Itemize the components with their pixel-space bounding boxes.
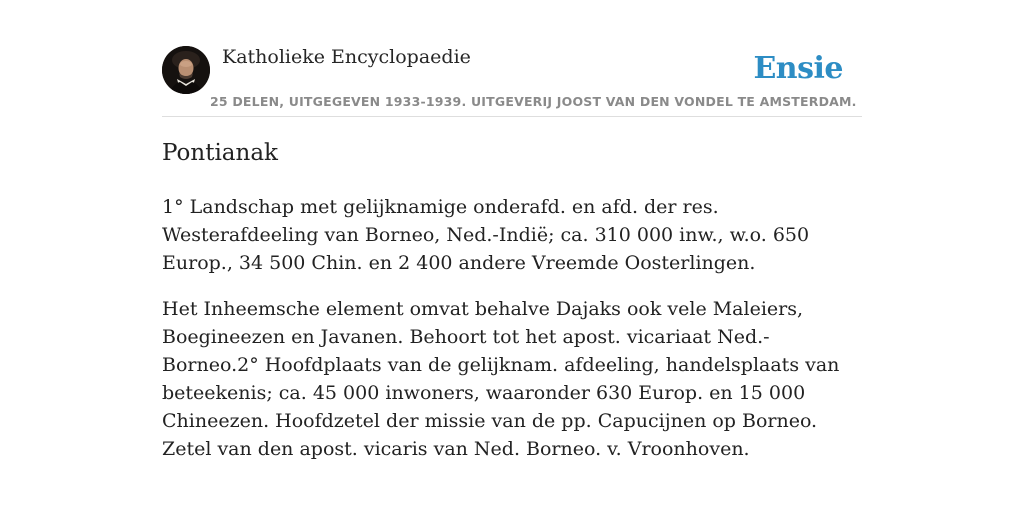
article-paragraph: 1° Landschap met gelijknamige onderafd. en afd. der res. Westerafdeeling van Borneo, Ned.-Indië; ca. 310 000 inw., w.o. 650 Europ., 34 500 Chin. en 2 400 andere Vreemde Oosterlingen. bbox=[162, 196, 810, 274]
source-header bbox=[162, 44, 862, 117]
source-title[interactable]: Katholieke Encyclopaedie bbox=[222, 46, 471, 68]
article-paragraph: Het Inheemsche element omvat behalve Dajaks ook vele Maleiers, Boegineezen en Javanen. Behoort tot het apost. vicariaat Ned.-Borneo.2° Hoofdplaats van de gelijknam. afdeeling, handelsplaats van beteekenis; ca. 45 000 inwoners, waaronder 630 Europ. en 15 000 Chineezen. Hoofdzetel der missie van de pp. Capucijnen op Borneo. Zetel van den apost. vicaris van Ned. Borneo. v. Vroonhoven. bbox=[162, 298, 840, 460]
article-body bbox=[162, 193, 862, 481]
ensie-logo[interactable]: Ensie bbox=[753, 51, 843, 86]
source-avatar[interactable] bbox=[162, 46, 210, 94]
article-title: Pontianak bbox=[162, 140, 278, 166]
source-subtitle: 25 DELEN, UITGEGEVEN 1933-1939. UITGEVERIJ JOOST VAN DEN VONDEL TE AMSTERDAM. bbox=[210, 94, 857, 109]
portrait-image bbox=[162, 46, 210, 94]
